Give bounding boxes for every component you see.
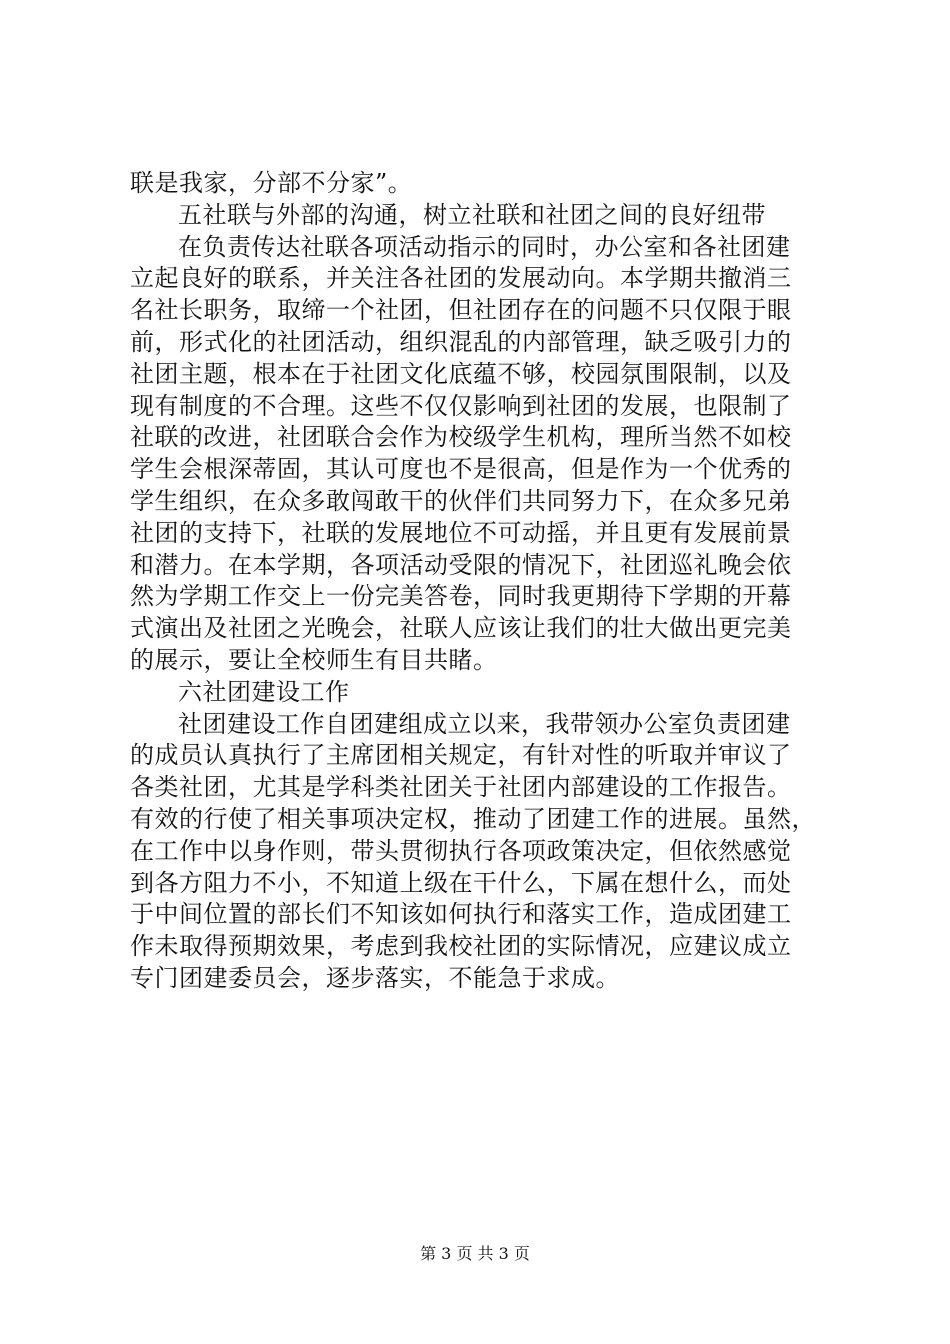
text-line: 社团主题，根本在于社团文化底蕴不够，校园氛围限制，以及 xyxy=(130,359,792,388)
text-line: 学生会根深蒂固，其认可度也不是很高，但是作为一个优秀的 xyxy=(130,455,792,484)
text-line: 在工作中以身作则，带头贯彻执行各项政策决定，但依然感觉 xyxy=(130,836,792,865)
text-line: 社团的支持下，社联的发展地位不可动摇，并且更有发展前景 xyxy=(130,518,792,547)
text-line: 有效的行使了相关事项决定权，推动了团建工作的进展。虽然， xyxy=(130,804,816,833)
text-line: 名社长职务，取缔一个社团，但社团存在的问题不只仅限于眼 xyxy=(130,296,792,325)
text-line: 立起良好的联系，并关注各社团的发展动向。本学期共撤消三 xyxy=(130,264,792,293)
text-line: 联是我家，分部不分家”。 xyxy=(130,169,413,197)
text-line: 然为学期工作交上一份完美答卷，同时我更期待下学期的开幕 xyxy=(130,582,792,611)
text-line: 各类社团，尤其是学科类社团关于社团内部建设的工作报告。 xyxy=(130,773,792,802)
document-body xyxy=(130,168,830,995)
text-line: 作未取得预期效果，考虑到我校社团的实际情况，应建议成立 xyxy=(130,932,792,961)
text-line: 和潜力。在本学期，各项活动受限的情况下，社团巡礼晚会依 xyxy=(130,550,792,579)
text-line: 学生组织，在众多敢闯敢干的伙伴们共同努力下，在众多兄弟 xyxy=(130,486,792,515)
text-line: 专门团建委员会，逐步落实，不能急于求成。 xyxy=(130,963,620,992)
text-line: 现有制度的不合理。这些不仅仅影响到社团的发展，也限制了 xyxy=(130,391,792,420)
text-line: 社团建设工作自团建组成立以来，我带领办公室负责团建 xyxy=(178,709,791,738)
text-line: 六社团建设工作 xyxy=(178,677,350,706)
text-line: 的成员认真执行了主席团相关规定，有针对性的听取并审议了 xyxy=(130,741,792,770)
text-line: 于中间位置的部长们不知该如何执行和落实工作，造成团建工 xyxy=(130,900,792,929)
text-line: 社联的改进，社团联合会作为校级学生机构，理所当然不如校 xyxy=(130,423,792,452)
text-line: 前，形式化的社团活动，组织混乱的内部管理，缺乏吸引力的 xyxy=(130,327,792,356)
text-line: 式演出及社团之光晚会，社联人应该让我们的壮大做出更完美 xyxy=(130,614,792,643)
text-line: 在负责传达社联各项活动指示的同时，办公室和各社团建 xyxy=(178,232,791,261)
text-line: 五社联与外部的沟通，树立社联和社团之间的良好纽带 xyxy=(178,200,766,229)
page-footer: 第 3 页 共 3 页 xyxy=(420,1244,530,1263)
text-line: 的展示，要让全校师生有目共睹。 xyxy=(130,645,498,674)
text-line: 到各方阻力不小，不知道上级在干什么，下属在想什么，而处 xyxy=(130,868,792,897)
